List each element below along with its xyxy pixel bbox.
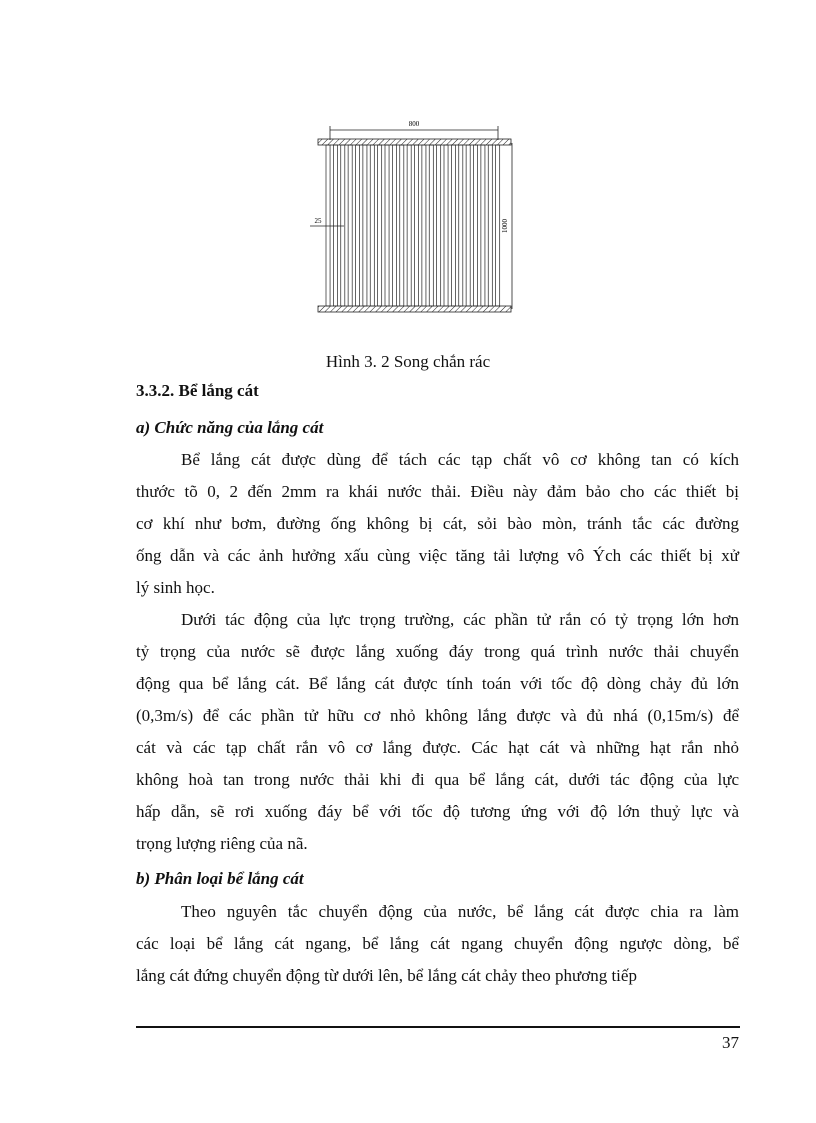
top-frame-bar bbox=[318, 139, 511, 145]
para2-line: hấp dẫn, sẽ rơi xuống đáy bể với tốc độ tương ứng với độ lớn thuỷ lực và bbox=[136, 802, 739, 821]
rack-bar bbox=[363, 145, 367, 306]
figure-trash-rack-drawing bbox=[300, 110, 530, 325]
rack-bar bbox=[400, 145, 404, 306]
rack-bars bbox=[326, 145, 500, 306]
para1-line: lý sinh học. bbox=[136, 578, 215, 597]
rack-bar bbox=[415, 145, 419, 306]
figure-caption: Hình 3. 2 Song chắn rác bbox=[325, 352, 491, 371]
subheading-b: b) Phân loại bể lắng cát bbox=[136, 869, 304, 888]
section-heading: 3.3.2. Bể lắng cát bbox=[136, 381, 259, 400]
para2-line: không hoà tan trong nước thải khi đi qua bể lắng cát, dưới tác động của lực bbox=[136, 770, 739, 789]
para2-line: động qua bể lắng cát. Bể lắng cát được tính toán với tốc độ dòng chảy đủ lớn bbox=[136, 674, 739, 693]
bottom-frame-bar bbox=[318, 306, 511, 312]
para2-line: cát và các tạp chất rắn vô cơ lắng được. Các hạt cát và những hạt rắn nhỏ bbox=[136, 738, 739, 757]
rack-bar bbox=[356, 145, 360, 306]
rack-bar bbox=[474, 145, 478, 306]
rack-bar bbox=[370, 145, 374, 306]
rack-bar bbox=[481, 145, 485, 306]
para1-line: Bể lắng cát được dùng để tách các tạp chất vô cơ không tan có kích bbox=[181, 450, 739, 469]
para2-line: trọng lượng riêng của nã. bbox=[136, 834, 308, 853]
paragraph-3 bbox=[136, 896, 739, 992]
rack-bar bbox=[326, 145, 330, 306]
rack-bar bbox=[451, 145, 455, 306]
para3-line: các loại bể lắng cát ngang, bể lắng cát ngang chuyển động ngược dòng, bể bbox=[136, 934, 739, 953]
rack-bar bbox=[422, 145, 426, 306]
para3-line: Theo nguyên tắc chuyển động của nước, bể lắng cát được chia ra làm bbox=[181, 902, 739, 921]
trash-rack-svg bbox=[300, 110, 530, 325]
para2-line: Dưới tác động của lực trọng trường, các phần tử rắn có tỷ trọng lớn hơn bbox=[181, 610, 739, 629]
rack-bar bbox=[488, 145, 492, 306]
para1-line: thước tõ 0, 2 đến 2mm ra khái nước thải. Điều này đảm bảo cho các thiết bị bbox=[136, 482, 739, 501]
rack-bar bbox=[392, 145, 396, 306]
para3-line: lắng cát đứng chuyển động từ dưới lên, bể lắng cát chảy theo phương tiếp bbox=[136, 966, 637, 985]
rack-bar bbox=[407, 145, 411, 306]
rack-bar bbox=[429, 145, 433, 306]
rack-bar bbox=[437, 145, 441, 306]
subheading-a: a) Chức năng của lắng cát bbox=[136, 418, 324, 437]
rack-bar bbox=[378, 145, 382, 306]
footer-rule bbox=[136, 1026, 740, 1028]
rack-bar bbox=[348, 145, 352, 306]
dim-height-label: 1000 bbox=[501, 219, 509, 233]
paragraph-1 bbox=[136, 444, 739, 604]
rack-bar bbox=[333, 145, 337, 306]
para2-line: tỷ trọng của nước sẽ được lắng xuống đáy trong quá trình nước thải chuyển bbox=[136, 642, 739, 661]
dim-width-label: 800 bbox=[408, 120, 420, 128]
rack-bar bbox=[385, 145, 389, 306]
para2-line: (0,3m/s) để các phần tử hữu cơ nhỏ không lắng được và đủ nhá (0,15m/s) để bbox=[136, 706, 739, 725]
rack-bar bbox=[459, 145, 463, 306]
dim-gap-label: 25 bbox=[314, 217, 322, 225]
rack-bar bbox=[341, 145, 345, 306]
paragraph-2 bbox=[136, 604, 739, 860]
rack-bar bbox=[496, 145, 500, 306]
para1-line: cơ khí như bơm, đường ống không bị cát, sỏi bào mòn, tránh tắc các đường bbox=[136, 514, 739, 533]
page-number: 37 bbox=[722, 1033, 739, 1052]
rack-bar bbox=[466, 145, 470, 306]
para1-line: ống dẫn và các ảnh hưởng xấu cùng việc tăng tải lượng vô Ých các thiết bị xử bbox=[136, 546, 739, 565]
rack-bar bbox=[444, 145, 448, 306]
